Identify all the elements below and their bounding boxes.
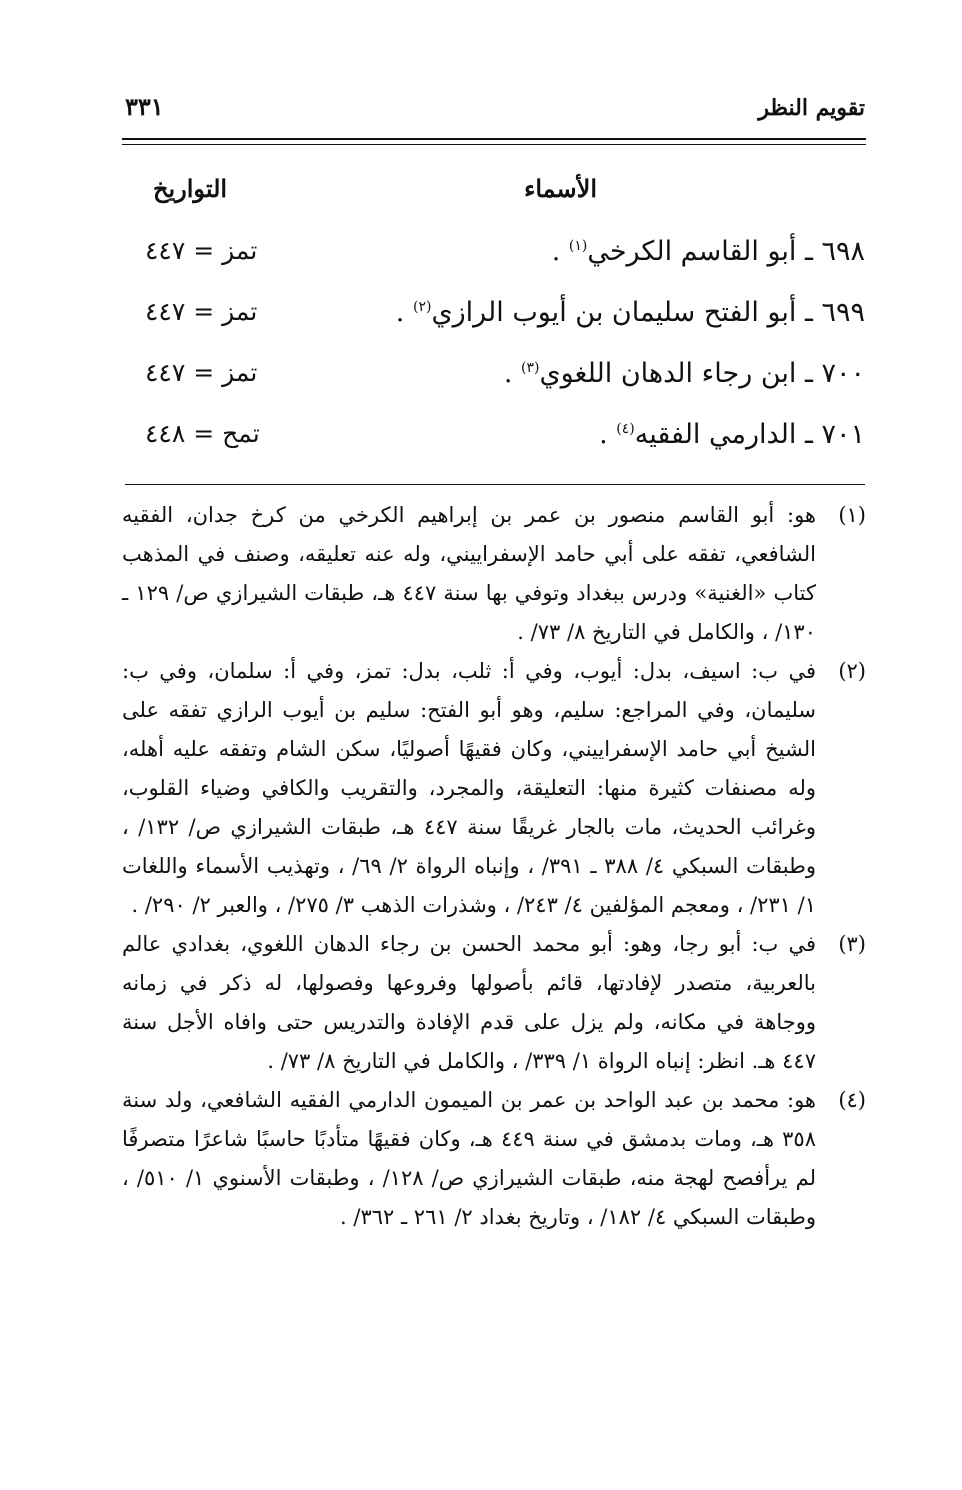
header-rule-thin (122, 144, 866, 145)
footnote-ref: (٤) (616, 421, 635, 437)
footnote-text: في ب: اسيف، بدل: أيوب، وفي أ: ثلب، بدل: تمز، وفي أ: سلمان، وفي ب: سليمان، وفي المراجع: سليم، وهو أبو الفتح: سليم بن أيوب الرازي تفقه على الشيخ أبي حامد الإسفراييني، وكان فقيهًا أصوليًا، سكن الشام وتفقه عليه أهله، وله مصنفات كثيرة منها: التعليقة، والمجرد، والتقريب والكافي وضياء القلوب، وغرائب الحديث، مات بالجار غريقًا سنة ٤٤٧ هـ، طبقات الشيرازي ص/ ١٣٢/ ، وطبقات السبكي ٤/ ٣٨٨ ـ ٣٩١/ ، وإنباه الرواة ٢/ ٦٩/ ، وتهذيب الأسماء واللغات ١/ ٢٣١/ ، ومعجم المؤلفين ٤/ ٢٤٣/ ، وشذرات الذهب ٣/ ٢٧٥/ ، والعبر ٢/ ٢٩٠/ . (122, 659, 817, 917)
entry-date: تمز = ٤٤٧ (145, 297, 258, 326)
table-header (125, 174, 865, 214)
footnotes (122, 496, 866, 1237)
footnote (122, 652, 866, 925)
entry-name: ٦٩٩ ـ أبو الفتح سليمان بن أيوب الرازي$^{(٢)}$ . (395, 297, 865, 328)
footnote-ref: (٣) (521, 360, 540, 376)
entry-date: تمز = ٤٤٧ (145, 236, 258, 265)
footnote-number: (١) (838, 503, 866, 527)
footnote-text: في ب: أبو رجا، وهو: أبو محمد الحسن بن رجاء الدهان اللغوي، بغدادي عالم بالعربية، متصدر لإفادتها، قائم بأصولها وفروعها وفصولها، له ذكر في زمانه ووجاهة في مكانه، ولم يزل على قدم الإفادة والتدريس حتى وافاه الأجل سنة ٤٤٧ هـ. انظر: إنباه الرواة ١/ ٣٣٩/ ، والكامل في التاريخ ٨/ ٧٣/ . (122, 932, 816, 1073)
dates-column-heading: التواريخ (153, 174, 228, 203)
footnote-number: (٤) (838, 1088, 866, 1112)
footnote-number: (٢) (838, 659, 866, 683)
entry-date: تمز = ٤٤٧ (145, 358, 258, 387)
footnote (122, 496, 866, 652)
footnote (122, 925, 866, 1081)
table-row (125, 297, 865, 358)
footnote-number: (٣) (838, 932, 866, 956)
table-row (125, 236, 865, 297)
page-number: ٣٣١ (125, 92, 164, 121)
footnote (122, 1081, 866, 1237)
footnote-ref: (١) (568, 238, 588, 254)
entry-name: ٧٠١ ـ الدارمي الفقيه$^{(٤)}$ . (599, 419, 865, 450)
footnote-ref: (٢) (412, 299, 432, 315)
table-row (125, 358, 865, 419)
footnote-text: هو: محمد بن عبد الواحد بن عمر بن الميمون الدارمي الفقيه الشافعي، ولد سنة ٣٥٨ هـ، ومات بدمشق في سنة ٤٤٩ هـ، وكان فقيهًا متأدبًا حاسبًا شاعرًا متصرفًا لم يرأفصح لهجة منه، طبقات الشيرازي ص/ ١٢٨/ ، وطبقات الأسنوي ١/ ٥١٠/ ، وطبقات السبكي ٤/ ١٨٢/ ، وتاريخ بغداد ٢/ ٢٦١ ـ ٣٦٢/ . (122, 1088, 816, 1229)
header-rule-thick (122, 138, 866, 140)
names-table (125, 236, 865, 480)
names-column-heading: الأسماء (524, 174, 597, 203)
entry-date: تمح = ٤٤٨ (145, 419, 260, 448)
running-title: تقويم النظر (758, 95, 865, 121)
footnote-text: هو: أبو القاسم منصور بن عمر بن إبراهيم الكرخي من كرخ جدان، الفقيه الشافعي، تفقه على أبي حامد الإسفراييني، وله عنه تعليقه، وصنف في المذهب كتاب «الغنية» ودرس ببغداد وتوفي بها سنة ٤٤٧ هـ، طبقات الشيرازي ص/ ١٢٩ ـ ١٣٠/ ، والكامل في التاريخ ٨/ ٧٣/ . (122, 503, 816, 644)
entry-name: ٦٩٨ ـ أبو القاسم الكرخي$^{(١)}$ . (551, 236, 865, 267)
footnote-separator (125, 484, 865, 485)
table-row (125, 419, 865, 480)
running-header (125, 92, 865, 121)
entry-name: ٧٠٠ ـ ابن رجاء الدهان اللغوي$^{(٣)}$ . (503, 358, 865, 389)
